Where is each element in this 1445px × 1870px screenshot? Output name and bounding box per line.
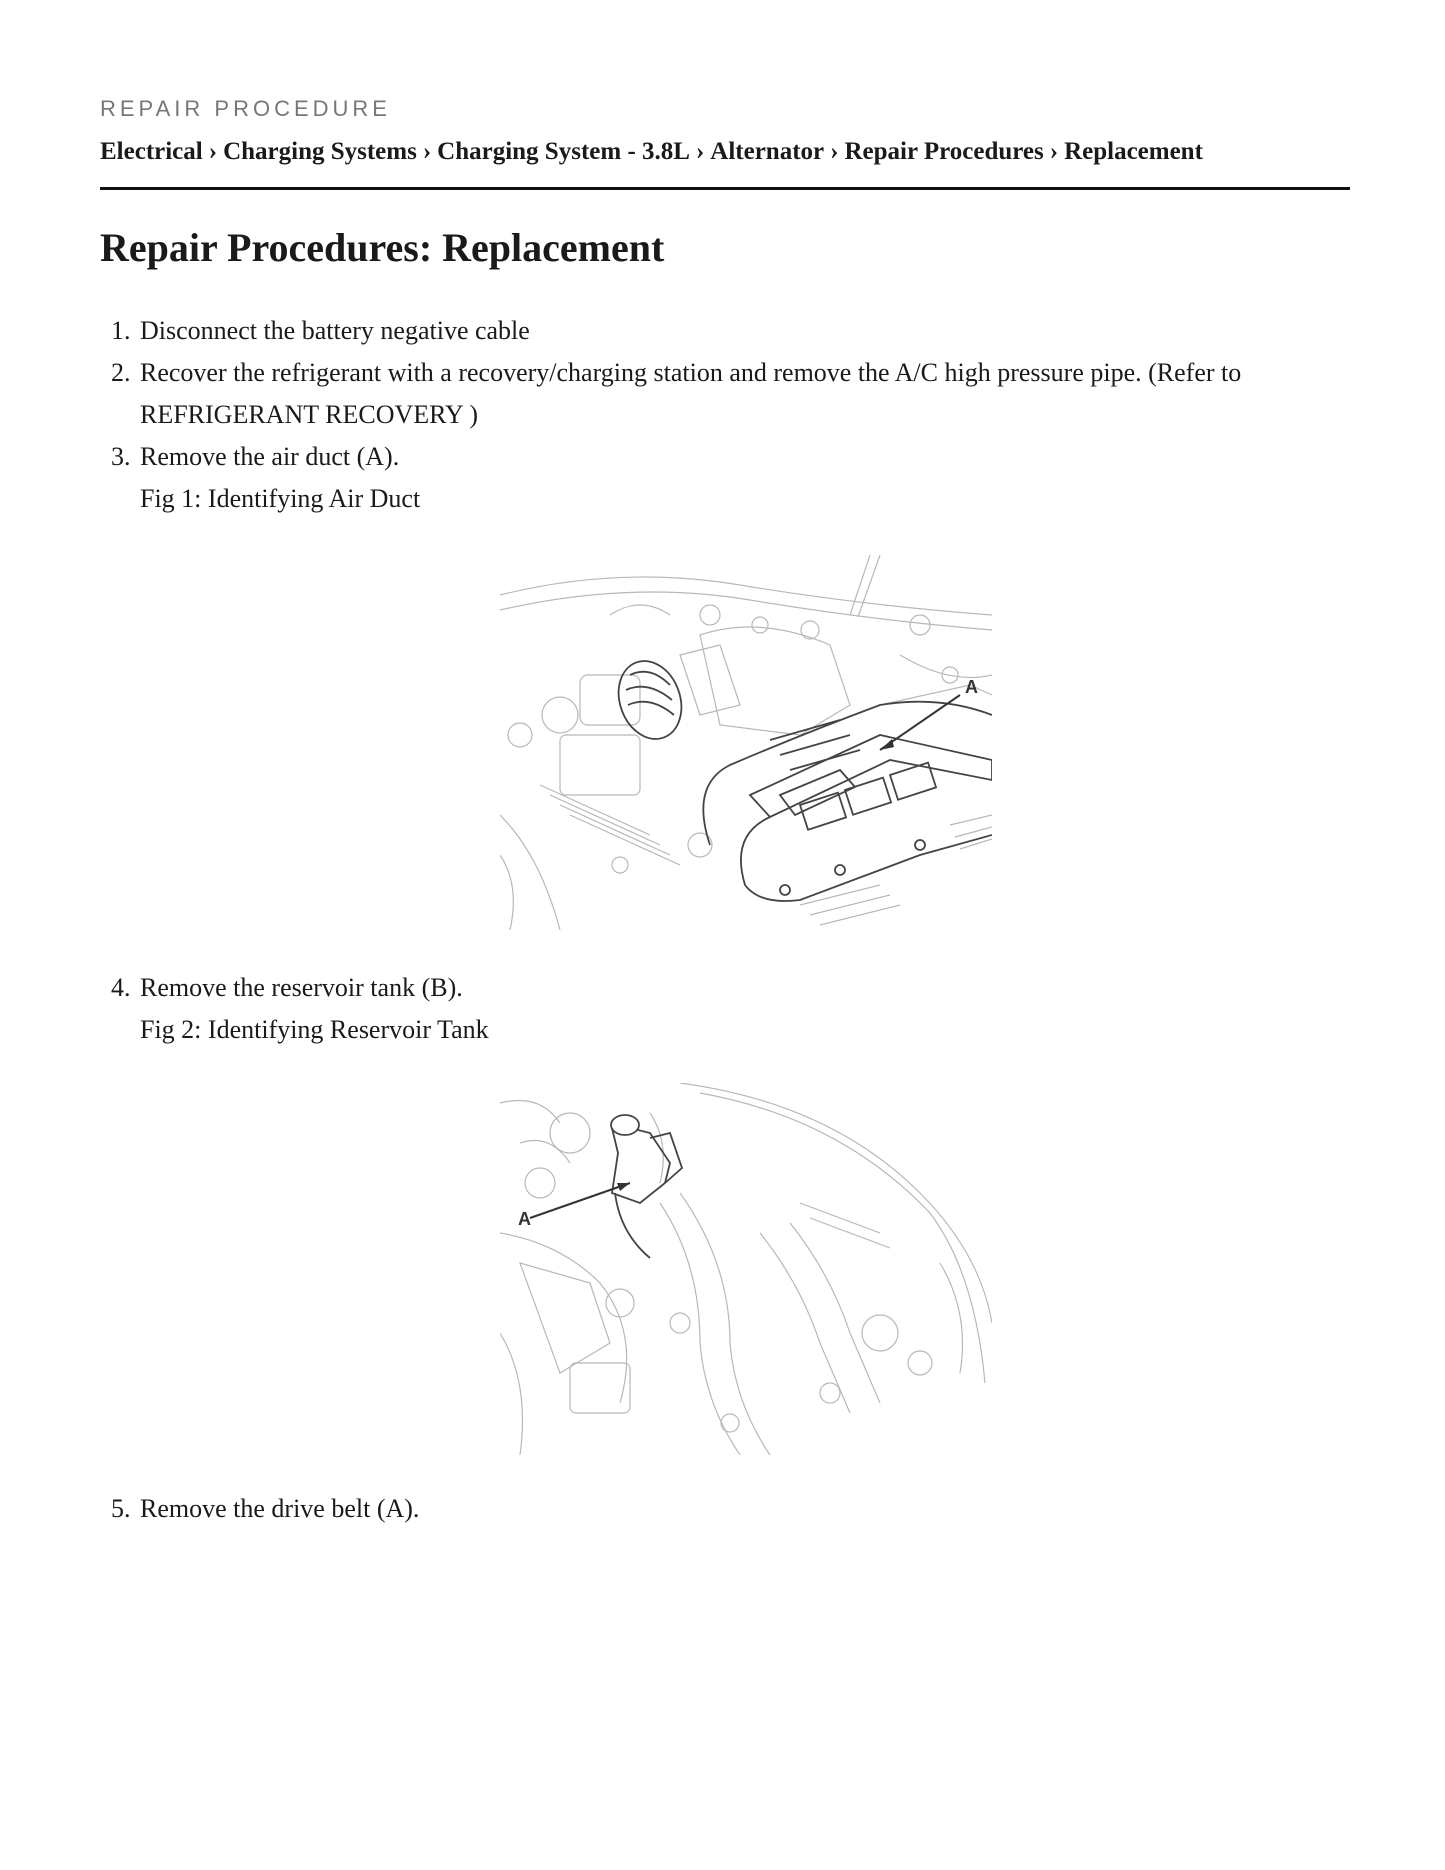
step-number: 5. <box>111 1494 131 1523</box>
air-duct-illustration <box>500 555 992 930</box>
breadcrumb-item: Electrical <box>100 138 203 165</box>
step-item <box>100 436 1350 520</box>
step-text: Recover the refrigerant with a recovery/charging station and remove the A/C high pressure pipe. (Refer to <box>140 358 1242 387</box>
step-item <box>100 967 1390 1051</box>
step-number: 2. <box>111 358 131 387</box>
step-item <box>100 352 1350 436</box>
step-text: Remove the reservoir tank (B). <box>140 973 463 1002</box>
breadcrumb-item: Replacement <box>1064 138 1203 165</box>
callout-arrowhead <box>880 739 894 750</box>
step-text-continuation: REFRIGERANT RECOVERY ) <box>140 400 479 429</box>
step-item <box>100 1488 1390 1530</box>
breadcrumb-item: Repair Procedures <box>844 138 1044 165</box>
breadcrumb-item: Charging Systems <box>223 138 417 165</box>
step-text: Remove the air duct (A). <box>140 442 400 471</box>
step-text: Remove the drive belt (A). <box>140 1494 420 1523</box>
callout-leader-line <box>530 1183 630 1218</box>
step-number: 3. <box>111 442 131 471</box>
breadcrumb-separator: › <box>830 138 839 165</box>
figure-caption: Fig 1: Identifying Air Duct <box>140 484 421 513</box>
breadcrumb-item: Alternator <box>710 138 825 165</box>
callout-arrowhead <box>617 1183 630 1191</box>
breadcrumb <box>100 138 1350 166</box>
step-item <box>100 310 1350 352</box>
breadcrumb-separator: › <box>422 138 432 165</box>
page-title: Repair Procedures: Replacement <box>100 225 665 270</box>
figure-callout-label: A <box>965 677 978 697</box>
step-number: 1. <box>111 316 131 345</box>
header-divider <box>100 187 1350 190</box>
reservoir-tank-illustration <box>500 1083 992 1455</box>
breadcrumb-separator: › <box>695 138 705 165</box>
figure-callout-label: A <box>518 1209 531 1229</box>
procedure-steps <box>100 310 1350 520</box>
breadcrumb-separator: › <box>1049 138 1059 165</box>
step-text: Disconnect the battery negative cable <box>140 316 530 345</box>
breadcrumb-item: Charging System - 3.8L <box>437 138 690 165</box>
figure-caption: Fig 2: Identifying Reservoir Tank <box>140 1015 489 1044</box>
step-number: 4. <box>111 973 131 1002</box>
document-kicker: REPAIR PROCEDURE <box>100 96 391 121</box>
breadcrumb-separator: › <box>208 138 218 165</box>
